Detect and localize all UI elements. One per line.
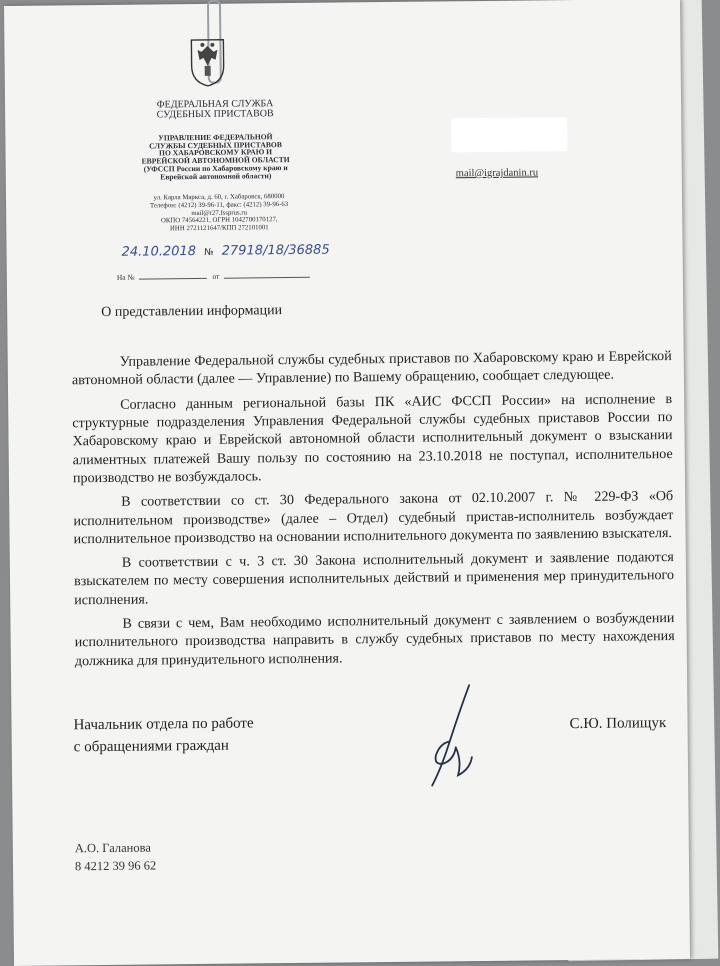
recipient-email: mail@igrajdanin.ru	[455, 167, 539, 180]
letter-page	[4, 0, 690, 966]
department-address	[114, 193, 324, 234]
redacted-block	[451, 117, 567, 152]
department-line: УПРАВЛЕНИЕ ФЕДЕРАЛЬНОЙ	[158, 132, 273, 143]
ref-label: На №	[116, 272, 135, 282]
letter-body	[72, 347, 675, 676]
executor-name: А.О. Галанова	[74, 840, 151, 856]
signatory-position	[73, 713, 254, 758]
body-paragraph: Согласно данным региональной базы ПК «АИС ФССП России» на исполнение в структурные подразделения Управления Федеральной службы судебных приставов России по Хабаровскому краю и Еврейской автономной области исполнительный документ о взыскании алиментных платежей Вашу пользу по состоянию на 23.10.2018 не поступал, исполнительное производство не возбуждалось.	[72, 390, 673, 487]
body-paragraph: В связи с чем, Вам необходимо исполнительный документ с заявлением о возбуждении исполнительного производства направить в службу судебных приставов по месту нахождения должника для принудительного исполнения.	[74, 610, 675, 669]
department-line: ПО ХАБАРОВСКОМУ КРАЮ И	[158, 147, 273, 158]
address-line: ИНН 2721121647/КПП 272101001	[169, 224, 269, 233]
address-line: ОКПО 74564221, ОГРН 1042700170127,	[160, 216, 278, 225]
agency-name	[135, 99, 295, 121]
ref-from-label: от	[212, 271, 220, 281]
address-line: Телефон: (4212) 39-96-11, факс: (4212) 39-96-63	[149, 200, 289, 210]
department-line: Еврейской автономной области)	[160, 170, 272, 182]
handwritten-date: 24.10.2018	[121, 244, 197, 260]
department-line: (УФССП России по Хабаровскому краю и	[143, 162, 288, 174]
executor-phone: 8 4212 39 96 62	[74, 858, 157, 874]
reference-line	[117, 271, 314, 282]
number-label: №	[204, 247, 214, 258]
position-line: с обращениями граждан	[73, 737, 229, 756]
executor-contact	[75, 838, 157, 875]
body-paragraph: В соответствии с ч. 3 ст. 30 Закона исполнительный документ и заявление подаются взыскателем по месту совершения исполнительных действий и применения мер принудительного исполнения.	[73, 549, 675, 609]
address-line: ул. Карла Маркса, д. 60, г. Хабаровск, 680000	[153, 193, 285, 202]
signatory-name: С.Ю. Полищук	[569, 715, 667, 733]
blank-line	[223, 277, 309, 279]
position-line: Начальник отдела по работе	[73, 715, 254, 734]
agency-line: ФЕДЕРАЛЬНАЯ СЛУЖБА	[156, 98, 274, 111]
agency-line: СУДЕБНЫХ ПРИСТАВОВ	[156, 108, 274, 121]
handwritten-number: 27918/18/36885	[221, 242, 330, 259]
coat-of-arms-emblem	[187, 36, 228, 88]
department-line: СЛУЖБЫ СУДЕБНЫХ ПРИСТАВОВ	[149, 139, 282, 151]
body-paragraph: В соответствии со ст. 30 Федерального закона от 02.10.2007 г. № 229-ФЗ «Об исполнительном производстве» (далее – Отдел) судебный пристав-исполнитель возбуждает исполнительное производство на основании исполнительного документа по заявлению взыскателя.	[73, 488, 674, 548]
handwritten-signature	[409, 681, 500, 792]
blank-line	[139, 278, 207, 280]
outgoing-number	[122, 243, 330, 260]
department-name	[115, 133, 315, 181]
department-line: ЕВРЕЙСКОЙ АВТОНОМНОЙ ОБЛАСТИ	[141, 155, 290, 166]
body-paragraph: Управление Федеральной службы судебных приставов по Хабаровскому краю и Еврейской автономной области (далее — Управление) по Вашему обращению, сообщает следующее.	[71, 348, 672, 389]
letter-subject: О представлении информации	[101, 303, 283, 320]
address-line: mail@r27.fssprus.ru	[191, 209, 248, 217]
